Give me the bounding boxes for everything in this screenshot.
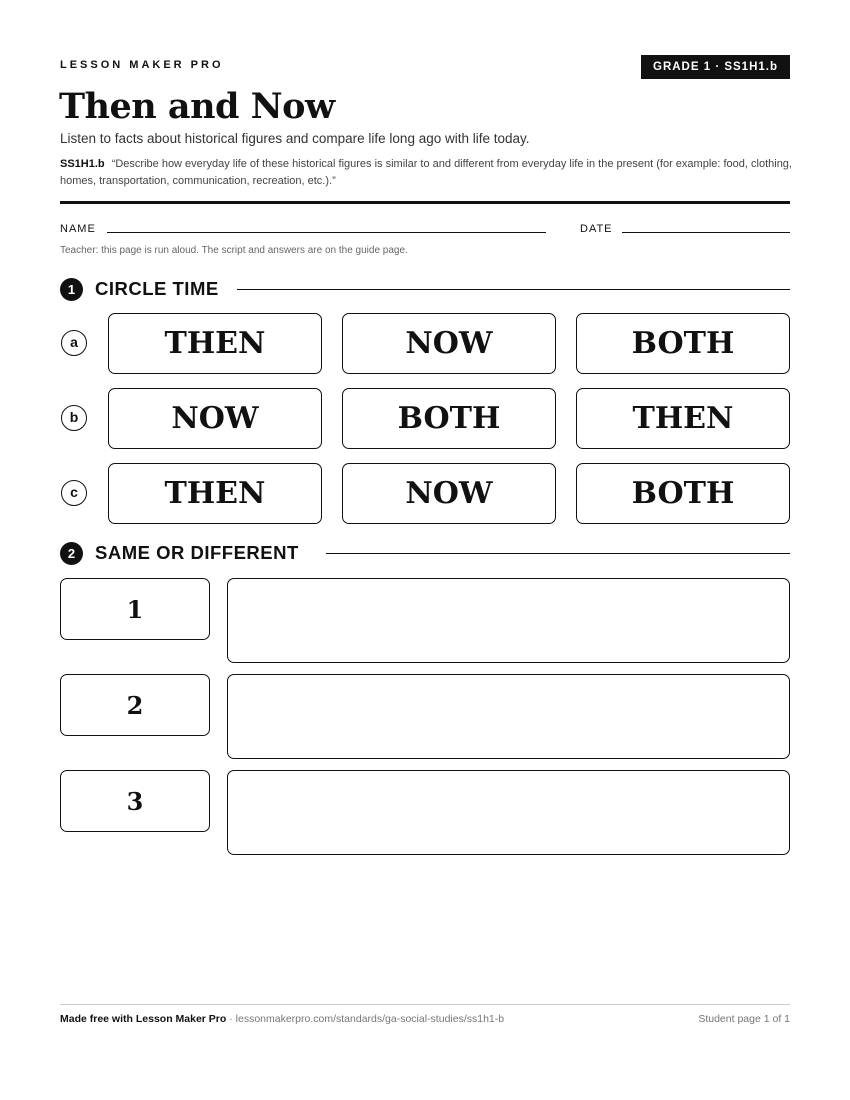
page-subtitle: Listen to facts about historical figures and compare life long ago with life today. — [60, 131, 530, 146]
choice-b-now[interactable]: NOW — [108, 388, 322, 449]
name-field[interactable] — [107, 232, 546, 233]
standard-code: SS1H1.b — [60, 158, 105, 170]
date-field[interactable] — [622, 232, 790, 233]
standard-text: “Describe how everyday life of these historical figures is similar to and different from everyday life in the present (for example: food, clothing, homes, transportation, communication, recreation, etc.).” — [60, 158, 792, 187]
header-divider — [60, 201, 790, 204]
choice-a-then[interactable]: THEN — [108, 313, 322, 374]
choice-b-both[interactable]: BOTH — [342, 388, 556, 449]
item-number-3: 3 — [60, 770, 210, 832]
choice-c-both[interactable]: BOTH — [576, 463, 790, 524]
row-label-c: c — [61, 480, 87, 506]
section-2-number: 2 — [60, 542, 83, 565]
choice-a-now[interactable]: NOW — [342, 313, 556, 374]
choice-a-both[interactable]: BOTH — [576, 313, 790, 374]
section-1-heading — [60, 277, 219, 301]
answer-box-2[interactable] — [227, 674, 790, 759]
footer-divider — [60, 1004, 790, 1005]
grade-badge: GRADE 1 · SS1H1.b — [641, 55, 790, 79]
page-title: Then and Now — [59, 86, 335, 127]
section-1-title: CIRCLE TIME — [95, 278, 219, 299]
section-1-rule — [237, 289, 790, 290]
section-2-heading — [60, 541, 299, 565]
date-label: DATE — [580, 223, 613, 235]
choice-c-then[interactable]: THEN — [108, 463, 322, 524]
footer-page-number: Student page 1 of 1 — [698, 1013, 790, 1025]
item-number-2: 2 — [60, 674, 210, 736]
choice-b-then[interactable]: THEN — [576, 388, 790, 449]
row-label-b: b — [61, 405, 87, 431]
standard-description — [60, 156, 795, 190]
choice-c-now[interactable]: NOW — [342, 463, 556, 524]
row-label-a: a — [61, 330, 87, 356]
footer-made-with: Made free with Lesson Maker Pro — [60, 1013, 227, 1025]
section-1-number: 1 — [60, 278, 83, 301]
answer-box-1[interactable] — [227, 578, 790, 663]
footer-url[interactable]: · lessonmakerpro.com/standards/ga-social-studies/ss1h1-b — [226, 1013, 505, 1025]
footer-credit — [60, 1013, 504, 1025]
item-number-1: 1 — [60, 578, 210, 640]
section-2-title: SAME OR DIFFERENT — [95, 542, 299, 563]
answer-box-3[interactable] — [227, 770, 790, 855]
teacher-note: Teacher: this page is run aloud. The script and answers are on the guide page. — [60, 245, 408, 256]
section-2-rule — [326, 553, 790, 554]
brand-name: LESSON MAKER PRO — [60, 59, 224, 71]
name-label: NAME — [60, 223, 96, 235]
